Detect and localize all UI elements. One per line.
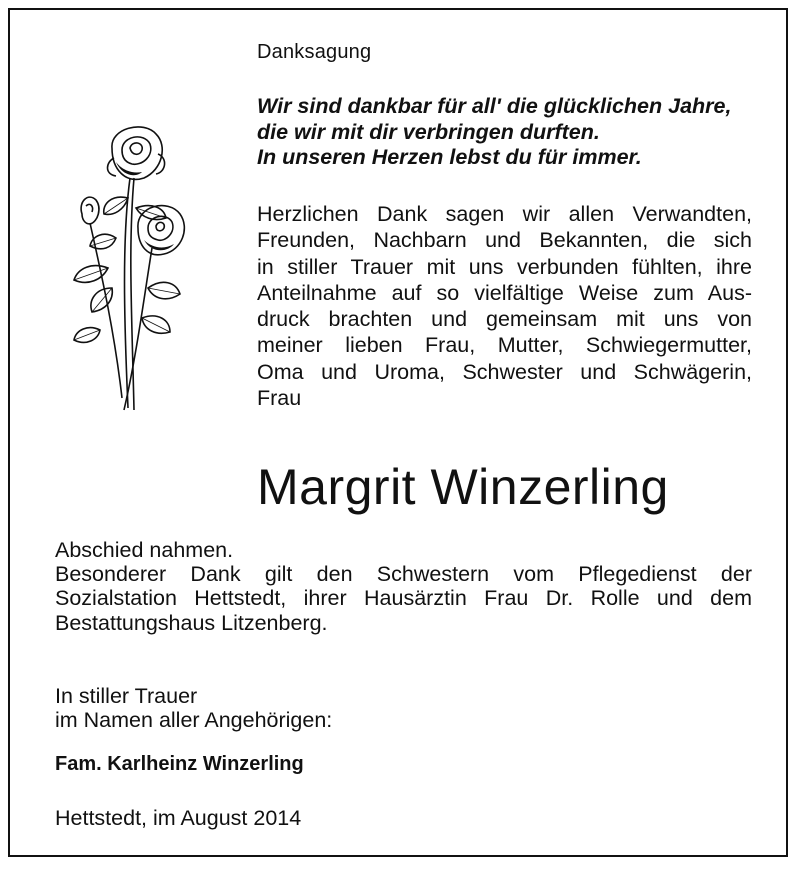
thanks-line: Freunden, Nachbarn und Bekannten, die sich: [257, 228, 752, 253]
place-date: Hettstedt, im August 2014: [55, 806, 302, 830]
thanks-paragraph: [257, 201, 752, 411]
mourning-line: im Namen aller Angehörigen:: [55, 708, 333, 733]
quote-line: Wir sind dankbar für all' die glücklichen Jahre,: [257, 94, 732, 118]
quote-block: [257, 94, 731, 171]
quote-line: die wir mit dir verbringen durften.: [257, 119, 600, 144]
thanks-line: Frau: [257, 386, 302, 411]
mourning-line: In stiller Trauer: [55, 684, 198, 708]
thanks-line: Herzlichen Dank sagen wir allen Verwandten,: [257, 202, 752, 226]
body-line: Abschied nahmen.: [55, 538, 234, 562]
body-line: Bestattungshaus Litzenberg.: [55, 610, 328, 635]
rose-illustration: [52, 118, 202, 418]
family-signature: Fam. Karlheinz Winzerling: [55, 753, 304, 775]
thanks-line: Oma und Uroma, Schwester und Schwägerin,: [257, 359, 752, 384]
body-paragraph: [55, 538, 752, 635]
deceased-name: Margrit Winzerling: [257, 459, 669, 515]
thanks-line: in stiller Trauer mit uns verbunden fühlten, ihre: [257, 254, 752, 279]
mourning-block: [55, 684, 332, 732]
heading-danksagung: Danksagung: [257, 41, 372, 63]
thanks-line: Anteilnahme auf so vielfältige Weise zum Aus-: [257, 280, 752, 305]
thanks-line: druck brachten und gemeinsam mit uns von: [257, 307, 752, 332]
quote-line: In unseren Herzen lebst du für immer.: [257, 145, 642, 169]
body-line: Sozialstation Hettstedt, ihrer Hausärztin Frau Dr. Rolle und dem: [55, 586, 752, 611]
thanks-line: meiner lieben Frau, Mutter, Schwiegermutter,: [257, 333, 752, 358]
body-line: Besonderer Dank gilt den Schwestern vom Pflegedienst der: [55, 562, 752, 587]
